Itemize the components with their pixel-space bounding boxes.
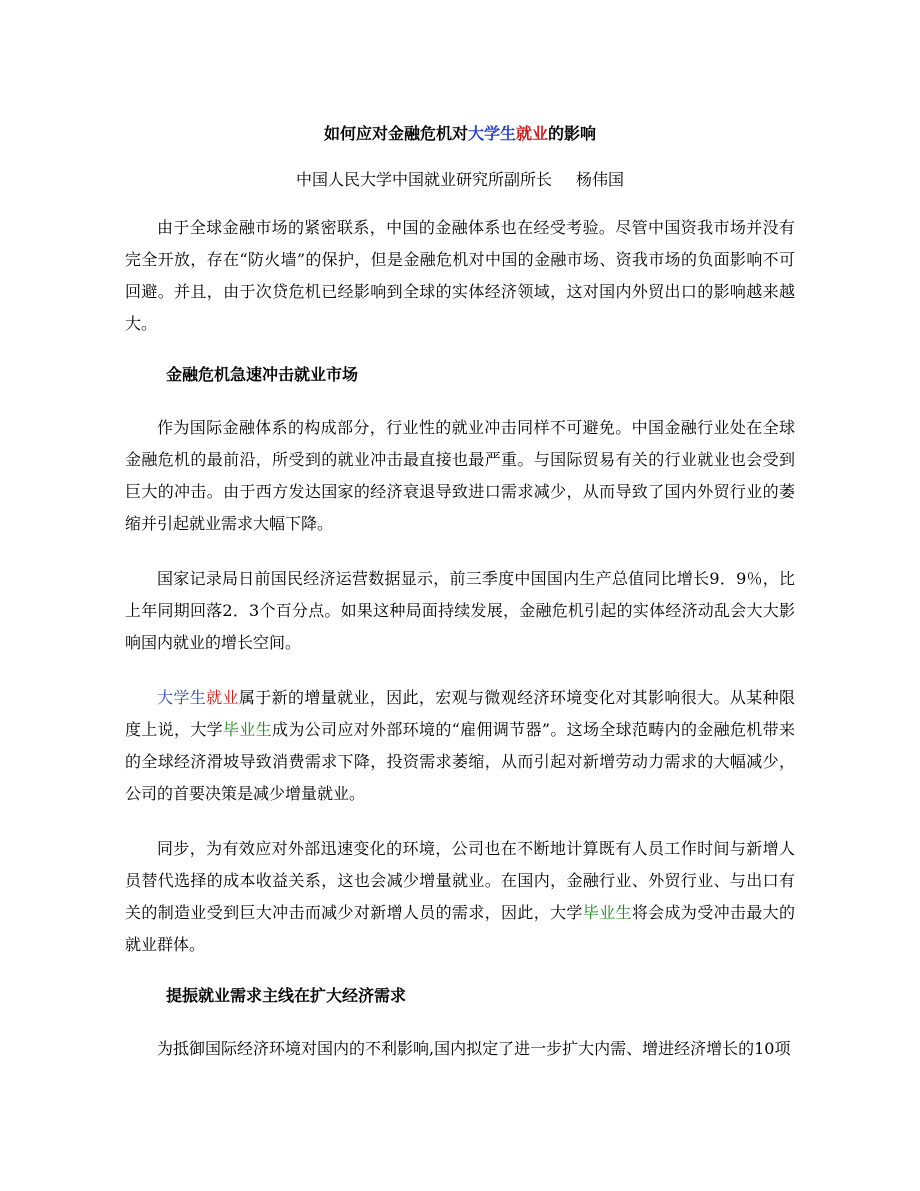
section1-paragraph-3 — [125, 682, 795, 810]
paragraph-text: 成为公司应对外部环境的“雇佣调节器”。这场全球范畴内的金融危机带来的全球经济滑坡导致消费需求下降，投资需求萎缩，从而引起对新增劳动力需求的大幅减少，公司的首要决策是减少增量就业。 — [125, 720, 795, 803]
document-body — [125, 212, 795, 1088]
section1-paragraph-1: 作为国际金融体系的构成部分，行业性的就业冲击同样不可避免。中国金融行业处在全球金融危机的最前沿，所受到的就业冲击最直接也最严重。与国际贸易有关的行业就业也会受到巨大的冲击。由于西方发达国家的经济衰退导致进口需求减少，从而导致了国内外贸行业的萎缩并引起就业需求大幅下降。 — [125, 418, 795, 533]
author-line — [0, 168, 920, 192]
college-link[interactable]: 大学生 — [157, 688, 207, 707]
title-suffix: 的影响 — [548, 124, 597, 143]
title-employment-link[interactable]: 就业 — [516, 124, 549, 143]
intro-paragraph: 由于全球金融市场的紧密联系，中国的金融体系也在经受考验。尽管中国资我市场并没有完全开放，存在“防火墙”的保护，但是金融危机对中国的金融市场、资我市场的负面影响不可回避。并且，由于次贷危机已经影响到全球的实体经济领域，这对国内外贸出口的影响越来越大。 — [125, 218, 795, 333]
author-name: 杨伟国 — [576, 170, 625, 189]
section1-paragraph-2: 国家记录局日前国民经济运营数据显示，前三季度中国国内生产总值同比增长9．9％，比上年同期回落2．3个百分点。如果这种局面持续发展，金融危机引起的实体经济动乱会大大影响国内就业的增长空间。 — [125, 569, 795, 652]
employment-link[interactable]: 就业 — [206, 688, 239, 707]
graduate-link[interactable]: 毕业生 — [223, 720, 272, 739]
section-heading-2: 提振就业需求主线在扩大经济需求 — [166, 986, 407, 1005]
paragraph-text: 将会成为受冲击最大的就业群体。 — [125, 903, 795, 954]
title-college-link[interactable]: 大学生 — [467, 124, 516, 143]
section2-paragraph-1: 为抵御国际经济环境对国内的不利影响,国内拟定了进一步扩大内需、增进经济增长的10项 — [157, 1039, 791, 1058]
graduate-link[interactable]: 毕业生 — [582, 903, 632, 922]
section1-paragraph-4 — [125, 833, 795, 961]
document-title — [0, 122, 920, 146]
title-prefix: 如何应对金融危机对 — [323, 124, 468, 143]
author-affiliation: 中国人民大学中国就业研究所副所长 — [295, 170, 552, 189]
paragraph-text: 属于新的增量就业，因此，宏观与微观经济环境变化对其影响很大。从某种限度上说，大学 — [125, 688, 795, 739]
section-heading-1: 金融危机急速冲击就业市场 — [166, 365, 359, 384]
paragraph-text: 同步，为有效应对外部迅速变化的环境，公司也在不断地计算既有人员工作时间与新增人员替代选择的成本收益关系，这也会减少增量就业。在国内，金融行业、外贸行业、与出口有关的制造业受到巨大冲击而减少对新增人员的需求，因此，大学 — [125, 839, 795, 922]
